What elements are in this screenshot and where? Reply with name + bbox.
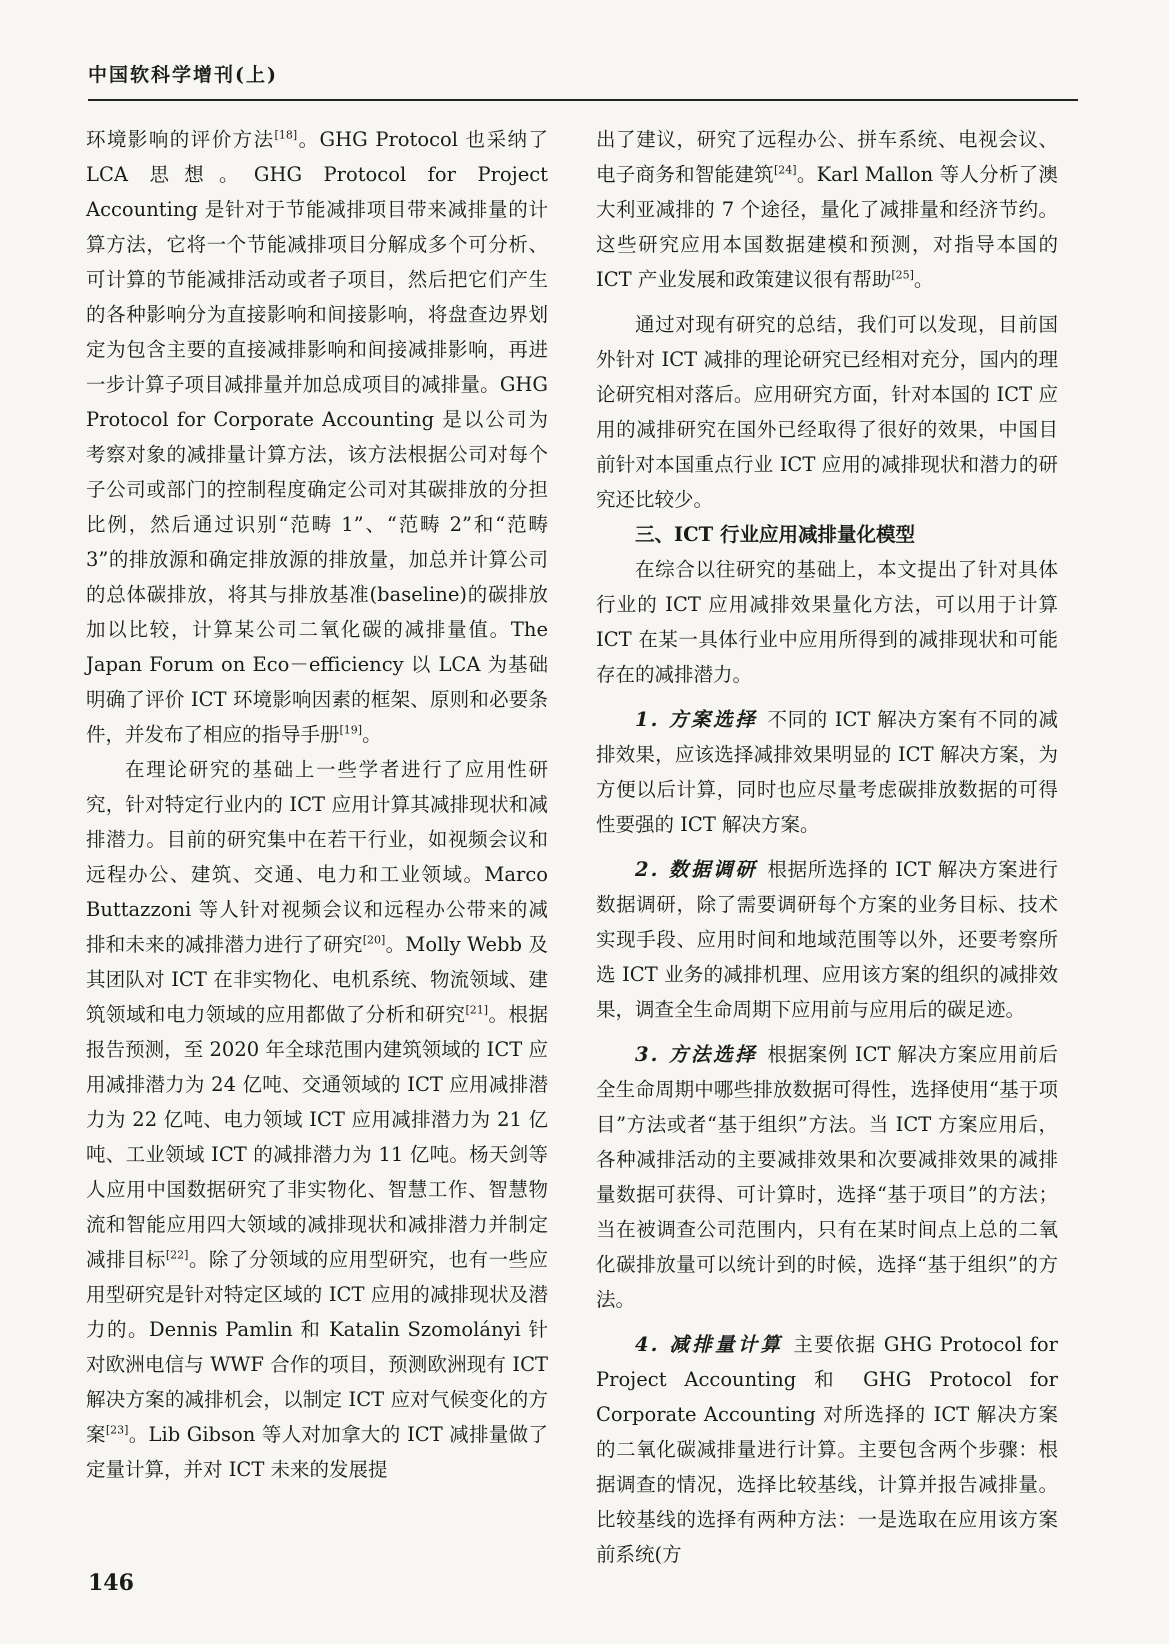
paragraph: 在理论研究的基础上一些学者进行了应用性研究，针对特定行业内的 ICT 应用计算其减排现状和减排潜力。目前的研究集中在若干行业，如视频会议和远程办公、建筑、交通、电力和工业领域。Marco Buttazzoni 等人针对视频会议和远程办公带来的减排和未来的减排潜力进行了研究[20]。Molly Webb 及其团队对 ICT 在非实物化、电机系统、物流领域、建筑领域和电力领域的应用都做了分析和研究[21]。根据报告预测，至 2020 年全球范围内建筑领域的 ICT 应用减排潜力为 24 亿吨、交通领域的 ICT 应用减排潜力为 22 亿吨、电力领域 ICT 应用减排潜力为 21 亿吨、工业领域 ICT 的减排潜力为 11 亿吨。杨天剑等人应用中国数据研究了非实物化、智慧工作、智慧物流和智能应用四大领域的减排现状和减排潜力并制定减排目标[22]。除了分领域的应用型研究，也有一些应用型研究是针对特定区域的 ICT 应用的减排现状及潜力的。Dennis Pamlin 和 Katalin Szomolányi 针对欧洲电信与 WWF 合作的项目，预测欧洲现有 ICT 解决方案的减排机会，以制定 ICT 应对气候变化的方案[23]。Lib Gibson 等人对加拿大的 ICT 减排量做了定量计算，并对 ICT 未来的发展提: [86, 758, 548, 1481]
step-paragraph: 4. 减排量计算 主要依据 GHG Protocol for Project Accounting 和 GHG Protocol for Corporate Accounting 对所选择的 ICT 解决方案的二氧化碳减排量进行计算。主要包含两个步骤：根据调查的情况，选择比较基线，计算并报告减排量。比较基线的选择有两种方法：一是选取在应用该方案前系统(方: [596, 1333, 1058, 1566]
right-column: [596, 122, 1058, 1572]
step-label: 2. 数据调研: [635, 858, 758, 881]
step-label: 1. 方案选择: [635, 708, 758, 731]
step-paragraph: 2. 数据调研 根据所选择的 ICT 解决方案进行数据调研，除了需要调研每个方案的业务目标、技术实现手段、应用时间和地域范围等以外，还要考察所选 ICT 业务的减排机理、应用该方案的组织的减排效果，调查全生命周期下应用前与应用后的碳足迹。: [596, 858, 1058, 1021]
step-paragraph: 1. 方案选择 不同的 ICT 解决方案有不同的减排效果，应该选择减排效果明显的 ICT 解决方案，为方便以后计算，同时也应尽量考虑碳排放数据的可得性要强的 ICT 解决方案。: [596, 708, 1058, 836]
paragraph: 在综合以往研究的基础上，本文提出了针对具体行业的 ICT 应用减排效果量化方法，可以用于计算 ICT 在某一具体行业中应用所得到的减排现状和可能存在的减排潜力。: [596, 558, 1058, 686]
step-paragraph: 3. 方法选择 根据案例 ICT 解决方案应用前后全生命周期中哪些排放数据可得性，选择使用“基于项目”方法或者“基于组织”方法。当 ICT 方案应用后，各种减排活动的主要减排效果和次要减排效果的减排量数据可获得、可计算时，选择“基于项目”的方法；当在被调查公司范围内，只有在某时间点上总的二氧化碳排放量可以统计到的时候，选择“基于组织”的方法。: [596, 1043, 1058, 1311]
paragraph: 出了建议，研究了远程办公、拼车系统、电视会议、电子商务和智能建筑[24]。Karl Mallon 等人分析了澳大利亚减排的 7 个途径，量化了减排量和经济节约。这些研究应用本国数据建模和预测，对指导本国的 ICT 产业发展和政策建议很有帮助[25]。: [596, 128, 1058, 291]
left-column: [86, 122, 548, 1487]
paragraph: 环境影响的评价方法[18]。GHG Protocol 也采纳了LCA 思想。GHG Protocol for Project Accounting 是针对于节能减排项目带来减排量的计算方法，它将一个节能减排项目分解成多个可分析、可计算的节能减排活动或者子项目，然后把它们产生的各种影响分为直接影响和间接影响，将盘查边界划定为包含主要的直接减排影响和间接减排影响，再进一步计算子项目减排量并加总成项目的减排量。GHG Protocol for Corporate Accounting 是以公司为考察对象的减排量计算方法，该方法根据公司对每个子公司或部门的控制程度确定公司对其碳排放的分担比例，然后通过识别“范畴 1”、“范畴 2”和“范畴 3”的排放源和确定排放源的排放量，加总并计算公司的总体碳排放，将其与排放基准(baseline)的碳排放加以比较，计算某公司二氧化碳的减排量值。The Japan Forum on Eco－efficiency 以 LCA 为基础明确了评价 ICT 环境影响因素的框架、原则和必要条件，并发布了相应的指导手册[19]。: [86, 128, 548, 746]
header-divider: [88, 99, 1078, 101]
page-number: 146: [88, 1570, 134, 1596]
journal-header: 中国软科学增刊(上): [88, 64, 278, 86]
section-heading: 三、ICT 行业应用减排量化模型: [635, 523, 915, 546]
paragraph: 通过对现有研究的总结，我们可以发现，目前国外针对 ICT 减排的理论研究已经相对充分，国内的理论研究相对落后。应用研究方面，针对本国的 ICT 应用的减排研究在国外已经取得了很好的效果，中国目前针对本国重点行业 ICT 应用的减排现状和潜力的研究还比较少。: [596, 313, 1058, 511]
step-label: 3. 方法选择: [635, 1043, 758, 1066]
step-label: 4. 减排量计算: [635, 1333, 784, 1356]
